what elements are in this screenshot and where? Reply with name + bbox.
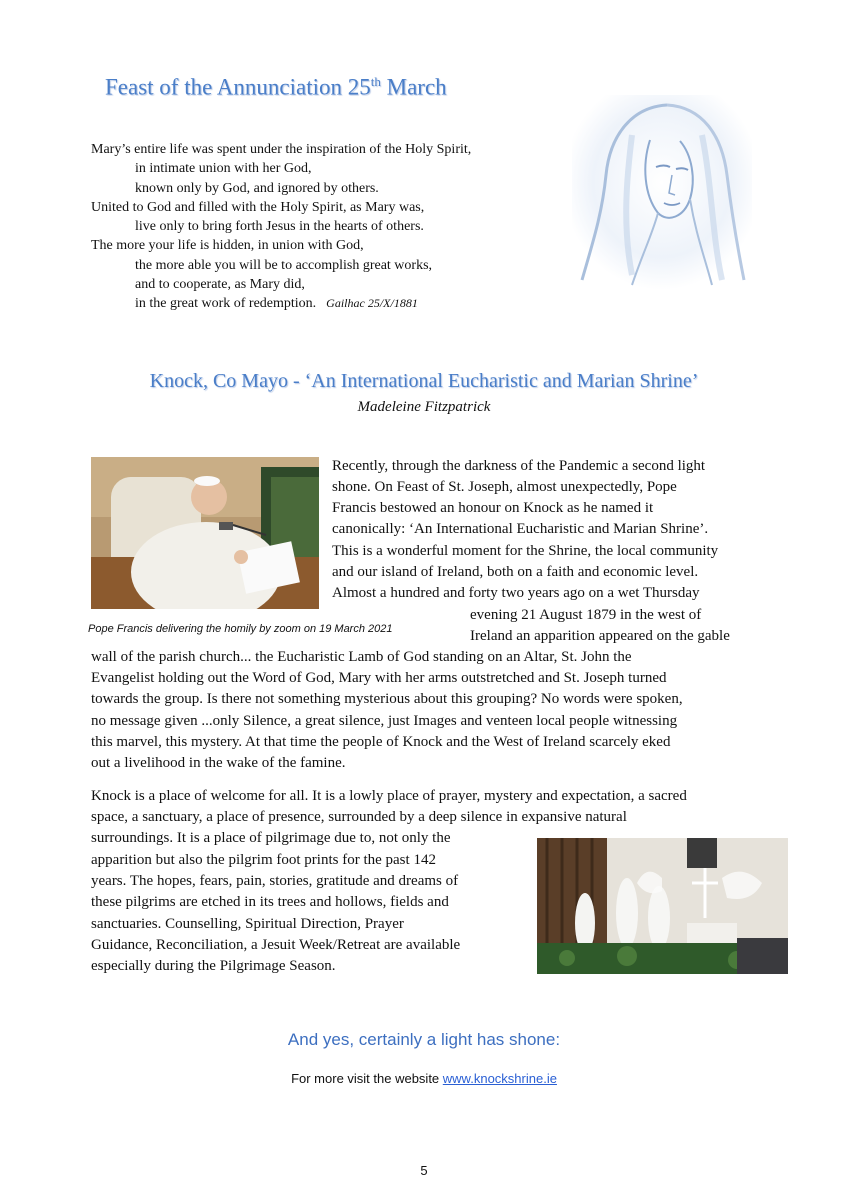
closing-line: And yes, certainly a light has shone: xyxy=(287,1030,561,1049)
pope-francis-photo xyxy=(91,457,319,609)
body-line: out a livelihood in the wake of the famine. xyxy=(91,755,346,771)
poem-line: and to cooperate, as Mary did, xyxy=(135,277,305,293)
poem-line: known only by God, and ignored by others. xyxy=(135,180,379,196)
body-line: wall of the parish church... the Eucharistic Lamb of God standing on an Altar, St. John the xyxy=(91,649,632,665)
poem-line: Mary’s entire life was spent under the inspiration of the Holy Spirit, xyxy=(91,142,472,157)
body-line: and our island of Ireland, both on a faith and economic level. xyxy=(332,564,699,580)
website-link[interactable]: www.knockshrine.ie xyxy=(442,1071,557,1086)
body-line: Guidance, Reconciliation, a Jesuit Week/Retreat are available xyxy=(91,937,461,953)
body-line: sanctuaries. Counselling, Spiritual Direction, Prayer xyxy=(91,916,404,932)
body-line: canonically: ‘An International Eucharistic and Marian Shrine’. xyxy=(332,521,709,537)
author-name: Madeleine Fitzpatrick xyxy=(357,399,491,415)
visit-line: For more visit the website www.knockshrine.ie xyxy=(291,1071,557,1086)
body-line: no message given ...only Silence, a great silence, just Images and venteen local people witnessing xyxy=(91,713,678,729)
body-line: especially during the Pilgrimage Season. xyxy=(91,958,336,974)
poem-line: live only to bring forth Jesus in the hearts of others. xyxy=(135,219,424,235)
body-line: apparition but also the pilgrim foot prints for the past 142 xyxy=(91,852,436,868)
poem-line: in the great work of redemption. Gailhac 25/X/1881 xyxy=(135,296,418,312)
poem-line: the more able you will be to accomplish great works, xyxy=(135,257,433,273)
body-line: Knock is a place of welcome for all. It is a lowly place of prayer, mystery and expectation, a sacred xyxy=(91,788,687,804)
body-line: Evangelist holding out the Word of God, Mary with her arms outstretched and St. Joseph turned xyxy=(91,670,667,686)
body-line: Francis bestowed an honour on Knock as he named it xyxy=(332,500,654,516)
mary-sketch-image xyxy=(572,95,752,290)
poem-line: United to God and filled with the Holy Spirit, as Mary was, xyxy=(91,199,425,215)
knock-title: Knock, Co Mayo - ‘An International Eucharistic and Marian Shrine’ xyxy=(149,370,699,392)
body-line: towards the group. Is there not something mysterious about this grouping? No words were spoken, xyxy=(91,691,683,707)
page-number: 5 xyxy=(420,1163,428,1178)
body-line: this marvel, this mystery. At that time the people of Knock and the West of Ireland scarcely eked xyxy=(91,734,671,750)
body-line: years. The hopes, fears, pain, stories, gratitude and dreams of xyxy=(91,873,459,889)
photo-caption: Pope Francis delivering the homily by zoom on 19 March 2021 xyxy=(88,623,393,635)
poem xyxy=(91,140,471,314)
body-line: Recently, through the darkness of the Pandemic a second light xyxy=(332,458,706,474)
body-line: shone. On Feast of St. Joseph, almost unexpectedly, Pope xyxy=(332,479,677,495)
body-line: evening 21 August 1879 in the west of xyxy=(470,607,702,623)
body-line: space, a sanctuary, a place of presence, surrounded by a deep silence in expansive natural xyxy=(91,809,627,825)
body-line: these pilgrims are etched in its trees and hollows, fields and xyxy=(91,894,449,910)
body-line: Almost a hundred and forty two years ago on a wet Thursday xyxy=(332,585,700,601)
body-line: This is a wonderful moment for the Shrine, the local community xyxy=(332,543,719,559)
poem-line: in intimate union with her God, xyxy=(135,161,312,177)
knock-shrine-photo xyxy=(537,838,788,974)
body-line: Ireland an apparition appeared on the gable xyxy=(470,628,730,644)
poem-line: The more your life is hidden, in union with God, xyxy=(91,238,364,254)
poem-signature: Gailhac 25/X/1881 xyxy=(326,296,418,311)
body-line: surroundings. It is a place of pilgrimage due to, not only the xyxy=(91,830,451,846)
feast-title: Feast of the Annunciation 25th March xyxy=(105,74,447,100)
